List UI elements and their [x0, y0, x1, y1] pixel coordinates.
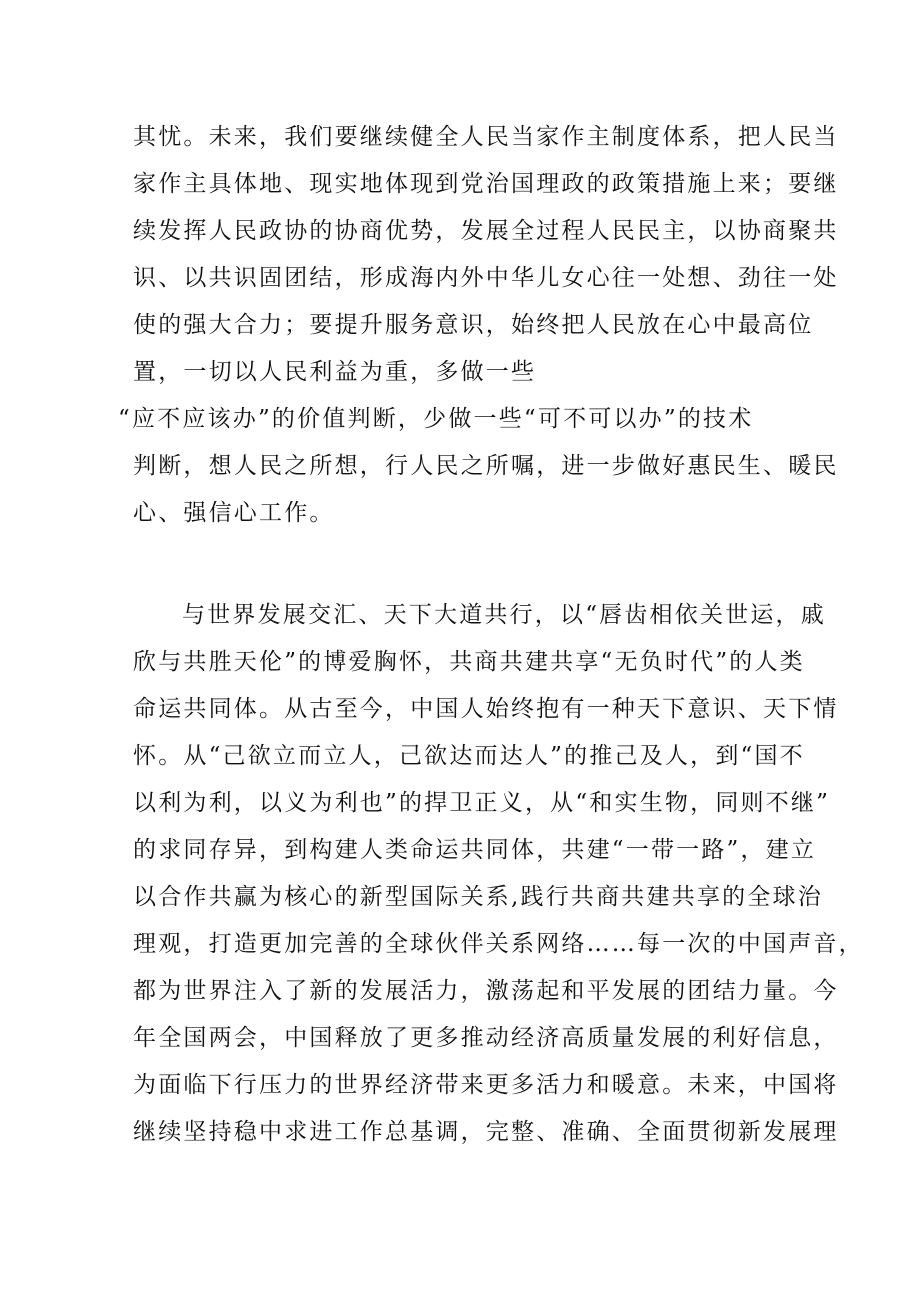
paragraph-line: 续发挥人民政协的协商优势，发展全过程人民民主，以协商聚共	[133, 218, 839, 244]
paragraph-line: 心、强信心工作。	[133, 500, 335, 526]
paragraph-line: “应不应该办”的价值判断，少做一些“可不可以办”的技术	[118, 406, 754, 432]
paragraph-line: 置，一切以人民利益为重，多做一些	[133, 359, 537, 385]
paragraph-line: 欣与共胜天伦”的博爱胸怀，共商共建共享“无负时代”的人类	[133, 649, 805, 675]
paragraph-line: 与世界发展交汇、天下大道共行，以“唇齿相依关世运，戚	[182, 602, 826, 628]
paragraph-line: 识、以共识固团结，形成海内外中华儿女心往一处想、劲往一处	[133, 265, 839, 291]
paragraph-line: 家作主具体地、现实地体现到党治国理政的政策措施上来；要继	[133, 171, 839, 197]
paragraph-line: 为面临下行压力的世界经济带来更多活力和暖意。未来，中国将	[133, 1072, 839, 1098]
paragraph-line: 以利为利，以义为利也”的捍卫正义，从“和实生物，同则不继”	[133, 790, 831, 816]
paragraph-line: 理观，打造更加完善的全球伙伴关系网络……每一次的中国声音，	[133, 931, 864, 957]
paragraph-line: 判断，想人民之所想，行人民之所嘱，进一步做好惠民生、暖民	[133, 453, 839, 479]
paragraph-line: 年全国两会，中国释放了更多推动经济高质量发展的利好信息，	[133, 1025, 839, 1051]
paragraph-line: 以合作共赢为核心的新型国际关系,践行共商共建共享的全球治	[133, 884, 823, 910]
paragraph-line: 的求同存异，到构建人类命运共同体，共建“一带一路”，建立	[133, 837, 817, 863]
paragraph-line: 其忧。未来，我们要继续健全人民当家作主制度体系，把人民当	[133, 124, 839, 150]
paragraph-line: 命运共同体。从古至今，中国人始终抱有一种天下意识、天下情	[133, 696, 839, 722]
paragraph-line: 怀。从“己欲立而立人，己欲达而达人”的推己及人，到“国不	[133, 743, 805, 769]
paragraph-line: 继续坚持稳中求进工作总基调，完整、准确、全面贯彻新发展理	[133, 1119, 839, 1145]
paragraph-line: 都为世界注入了新的发展活力，激荡起和平发展的团结力量。今	[133, 978, 839, 1004]
paragraph-line: 使的强大合力；要提升服务意识，始终把人民放在心中最高位	[133, 312, 814, 338]
